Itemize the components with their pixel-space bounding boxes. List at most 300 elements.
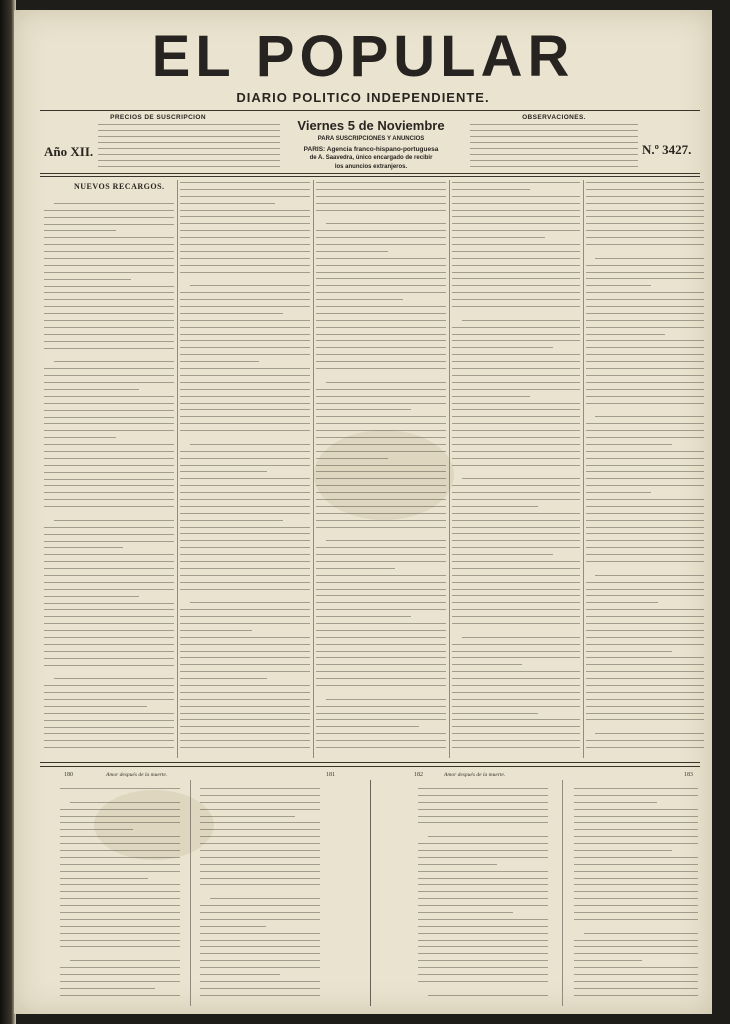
- text-line: [44, 733, 174, 734]
- text-line: [452, 623, 580, 624]
- text-line: [586, 278, 704, 279]
- text-line: [586, 527, 704, 528]
- text-line: [44, 458, 174, 459]
- text-line: [60, 809, 180, 810]
- text-line: [44, 423, 174, 424]
- text-line: [180, 520, 283, 521]
- text-line: [452, 292, 580, 293]
- text-line: [418, 802, 548, 803]
- text-line: [60, 946, 180, 947]
- text-line: [452, 361, 580, 362]
- text-line: [586, 361, 704, 362]
- text-line: [586, 499, 704, 500]
- text-line: [316, 527, 446, 528]
- column-5-text: [586, 182, 704, 754]
- text-line: [60, 988, 155, 989]
- text-line: [452, 230, 580, 231]
- infobar-rule: [40, 173, 700, 174]
- text-line: [316, 334, 446, 335]
- text-line: [574, 884, 698, 885]
- text-line: [180, 726, 310, 727]
- text-line: [180, 554, 310, 555]
- text-line: [452, 216, 580, 217]
- text-line: [180, 499, 310, 500]
- text-line: [180, 347, 310, 348]
- text-line: [586, 685, 704, 686]
- text-line: [316, 589, 446, 590]
- text-line: [44, 396, 174, 397]
- text-line: [44, 251, 174, 252]
- text-line: [180, 416, 310, 417]
- text-line: [452, 382, 580, 383]
- text-line: [316, 609, 446, 610]
- text-line: [180, 320, 310, 321]
- text-line: [316, 561, 446, 562]
- text-line: [180, 423, 310, 424]
- text-line: [316, 692, 446, 693]
- text-line: [586, 299, 704, 300]
- text-line: [180, 396, 310, 397]
- text-line: [418, 878, 548, 879]
- text-line: [452, 368, 580, 369]
- text-line: [44, 341, 174, 342]
- text-line: [452, 678, 580, 679]
- text-line: [452, 251, 580, 252]
- text-line: [316, 340, 446, 341]
- text-line: [418, 940, 548, 941]
- text-line: [316, 451, 446, 452]
- text-line: [586, 251, 704, 252]
- text-line: [180, 403, 310, 404]
- text-line: [586, 657, 704, 658]
- text-line: [586, 747, 704, 748]
- text-line: [586, 595, 704, 596]
- text-line: [316, 630, 446, 631]
- text-line: [200, 995, 320, 996]
- folletin-col-1: [60, 788, 180, 1002]
- text-line: [574, 988, 698, 989]
- text-line: [316, 444, 446, 445]
- text-line: [44, 430, 174, 431]
- text-line: [418, 884, 548, 885]
- text-line: [44, 410, 174, 411]
- text-line: [452, 685, 580, 686]
- text-line: [44, 382, 174, 383]
- text-line: [44, 306, 174, 307]
- text-line: [44, 313, 174, 314]
- text-line: [452, 347, 553, 348]
- observations-heading: OBSERVACIONES.: [522, 114, 586, 121]
- text-line: [452, 657, 580, 658]
- text-line: [200, 953, 320, 954]
- text-line: [452, 223, 580, 224]
- text-line: [574, 891, 698, 892]
- column-4-text: [452, 182, 580, 754]
- text-line: [452, 540, 580, 541]
- text-line: [418, 864, 497, 865]
- text-line: [316, 182, 446, 183]
- text-line: [200, 864, 320, 865]
- text-line: [418, 871, 548, 872]
- text-line: [586, 265, 704, 266]
- text-line: [180, 361, 259, 362]
- text-line: [316, 513, 446, 514]
- text-line: [574, 981, 698, 982]
- text-line: [574, 953, 698, 954]
- newspaper-page: [14, 10, 712, 1014]
- text-line: [574, 919, 698, 920]
- text-line: [452, 589, 580, 590]
- text-line: [586, 396, 704, 397]
- text-line: [316, 568, 395, 569]
- text-line: [60, 940, 180, 941]
- text-line: [44, 747, 174, 748]
- text-line: [452, 616, 580, 617]
- text-line: [60, 933, 180, 934]
- text-line: [180, 616, 310, 617]
- text-line: [316, 533, 446, 534]
- text-line: [316, 409, 411, 410]
- text-line: [200, 974, 280, 975]
- text-line: [452, 409, 580, 410]
- text-line: [180, 465, 310, 466]
- text-line: [316, 230, 446, 231]
- column-2-text: [180, 182, 310, 754]
- text-line: [595, 416, 704, 417]
- text-line: [462, 478, 580, 479]
- text-line: [574, 871, 698, 872]
- text-line: [210, 898, 320, 899]
- text-line: [200, 946, 320, 947]
- text-line: [44, 685, 174, 686]
- text-line: [452, 265, 580, 266]
- text-line: [200, 940, 320, 941]
- text-line: [595, 733, 704, 734]
- text-line: [316, 327, 446, 328]
- column-divider: [583, 180, 584, 758]
- text-line: [180, 409, 310, 410]
- folletin-col-2: [200, 788, 320, 1002]
- text-line: [586, 602, 658, 603]
- text-line: [316, 520, 446, 521]
- text-line: [586, 451, 704, 452]
- text-line: [586, 437, 704, 438]
- text-line: [44, 210, 174, 211]
- text-line: [574, 816, 698, 817]
- text-line: [60, 898, 180, 899]
- text-line: [452, 437, 580, 438]
- text-line: [200, 788, 320, 789]
- folio-page-number: 181: [326, 772, 335, 778]
- text-line: [44, 706, 147, 707]
- text-line: [200, 809, 320, 810]
- text-line: [452, 651, 580, 652]
- text-line: [418, 850, 548, 851]
- text-line: [316, 216, 446, 217]
- text-line: [428, 995, 548, 996]
- text-line: [586, 506, 704, 507]
- text-line: [574, 967, 698, 968]
- text-line: [452, 465, 580, 466]
- text-line: [44, 230, 116, 231]
- masthead-title: EL POPULAR: [151, 24, 575, 89]
- text-line: [452, 726, 580, 727]
- text-line: [44, 244, 174, 245]
- text-line: [586, 465, 704, 466]
- text-line: [574, 857, 698, 858]
- text-line: [44, 534, 174, 535]
- text-line: [586, 547, 704, 548]
- text-line: [418, 905, 548, 906]
- infobar-rule-double: [40, 176, 700, 177]
- text-line: [180, 327, 310, 328]
- text-line: [316, 644, 446, 645]
- text-line: [60, 816, 180, 817]
- text-line: [326, 382, 446, 383]
- text-line: [44, 217, 174, 218]
- text-line: [586, 223, 704, 224]
- text-line: [44, 444, 174, 445]
- text-line: [586, 458, 704, 459]
- text-line: [180, 299, 310, 300]
- text-line: [44, 651, 174, 652]
- page-fold-divider: [370, 780, 371, 1006]
- text-line: [316, 299, 403, 300]
- text-line: [316, 437, 446, 438]
- text-line: [418, 974, 548, 975]
- text-line: [316, 375, 446, 376]
- text-line: [586, 375, 704, 376]
- text-line: [452, 354, 580, 355]
- text-line: [574, 864, 698, 865]
- text-line: [418, 809, 548, 810]
- text-line: [316, 430, 446, 431]
- text-line: [180, 664, 310, 665]
- text-line: [326, 540, 446, 541]
- paris-agency-line: PARIS: Agencia franco-hispano-portuguesa: [303, 146, 439, 153]
- text-line: [316, 685, 446, 686]
- text-line: [418, 988, 548, 989]
- text-line: [452, 602, 580, 603]
- text-line: [428, 836, 548, 837]
- text-line: [586, 382, 704, 383]
- folio-running-title: Amor después de la muerte.: [106, 772, 168, 778]
- text-line: [180, 527, 310, 528]
- text-line: [60, 850, 180, 851]
- text-line: [316, 265, 446, 266]
- text-line: [60, 836, 180, 837]
- text-line: [200, 843, 320, 844]
- text-line: [44, 451, 174, 452]
- issue-date: Viernes 5 de Noviembre: [297, 118, 445, 133]
- text-line: [316, 582, 446, 583]
- text-line: [200, 988, 320, 989]
- text-line: [452, 533, 580, 534]
- text-line: [586, 671, 704, 672]
- column-1-text: [44, 196, 174, 754]
- text-line: [316, 471, 446, 472]
- text-line: [316, 465, 446, 466]
- text-line: [316, 237, 446, 238]
- text-line: [316, 361, 446, 362]
- text-line: [180, 485, 310, 486]
- text-line: [418, 891, 548, 892]
- text-line: [574, 974, 698, 975]
- text-line: [44, 713, 174, 714]
- text-line: [60, 974, 180, 975]
- text-line: [452, 306, 580, 307]
- text-line: [586, 630, 704, 631]
- text-line: [586, 713, 704, 714]
- text-line: [586, 354, 704, 355]
- text-line: [180, 196, 310, 197]
- issue-number: N.º 3427.: [642, 142, 692, 157]
- text-line: [418, 967, 548, 968]
- text-line: [462, 320, 580, 321]
- article-heading: NUEVOS RECARGOS.: [74, 182, 165, 191]
- text-line: [586, 664, 704, 665]
- text-line: [574, 795, 698, 796]
- text-line: [44, 603, 174, 604]
- text-line: [574, 850, 672, 851]
- year-label: Año XII.: [44, 144, 94, 159]
- folio-page-number: 183: [684, 772, 693, 778]
- text-line: [60, 871, 180, 872]
- text-line: [452, 547, 580, 548]
- text-line: [44, 596, 139, 597]
- text-line: [54, 678, 174, 679]
- text-line: [452, 313, 580, 314]
- text-line: [316, 657, 446, 658]
- text-line: [316, 272, 446, 273]
- text-line: [180, 492, 310, 493]
- text-line: [418, 788, 548, 789]
- text-line: [316, 726, 419, 727]
- text-line: [316, 602, 446, 603]
- text-line: [452, 527, 580, 528]
- text-line: [60, 843, 180, 844]
- text-line: [418, 795, 548, 796]
- text-line: [316, 575, 446, 576]
- text-line: [316, 389, 446, 390]
- text-line: [180, 216, 310, 217]
- text-line: [180, 582, 310, 583]
- text-line: [200, 933, 320, 934]
- text-line: [180, 340, 310, 341]
- text-line: [316, 347, 446, 348]
- text-line: [180, 478, 310, 479]
- text-line: [316, 719, 446, 720]
- text-line: [180, 589, 310, 590]
- text-line: [574, 843, 698, 844]
- text-line: [44, 375, 174, 376]
- text-line: [574, 822, 698, 823]
- text-line: [452, 334, 580, 335]
- folio-page-number: 180: [64, 772, 73, 778]
- text-line: [180, 278, 310, 279]
- text-line: [44, 575, 174, 576]
- text-line: [180, 637, 310, 638]
- text-line: [452, 189, 530, 190]
- text-line: [418, 829, 548, 830]
- text-line: [44, 292, 174, 293]
- text-line: [452, 740, 580, 741]
- text-line: [316, 251, 388, 252]
- text-line: [316, 733, 446, 734]
- text-line: [574, 946, 698, 947]
- text-line: [586, 740, 704, 741]
- text-line: [452, 244, 580, 245]
- text-line: [316, 292, 446, 293]
- text-line: [418, 898, 548, 899]
- text-line: [44, 286, 174, 287]
- text-line: [60, 981, 180, 982]
- text-line: [44, 472, 174, 473]
- text-line: [452, 258, 580, 259]
- text-line: [44, 720, 174, 721]
- text-line: [418, 960, 548, 961]
- text-line: [452, 403, 580, 404]
- text-line: [44, 417, 174, 418]
- text-line: [595, 575, 704, 576]
- text-line: [60, 967, 180, 968]
- observations-text: [470, 124, 638, 172]
- text-line: [44, 465, 174, 466]
- text-line: [418, 953, 548, 954]
- text-line: [44, 485, 174, 486]
- text-line: [586, 692, 704, 693]
- text-line: [586, 492, 651, 493]
- text-line: [180, 713, 310, 714]
- text-line: [44, 699, 174, 700]
- text-line: [586, 285, 651, 286]
- text-line: [44, 492, 174, 493]
- text-line: [452, 430, 580, 431]
- text-line: [316, 285, 446, 286]
- text-line: [44, 616, 174, 617]
- folletin-rule-double: [40, 766, 700, 767]
- text-line: [574, 898, 698, 899]
- text-line: [180, 189, 310, 190]
- text-line: [452, 471, 580, 472]
- text-line: [180, 182, 310, 183]
- text-line: [452, 485, 580, 486]
- text-line: [452, 706, 580, 707]
- text-line: [60, 926, 180, 927]
- text-line: [180, 451, 310, 452]
- text-line: [452, 609, 580, 610]
- text-line: [586, 244, 704, 245]
- text-line: [60, 864, 180, 865]
- text-line: [180, 513, 310, 514]
- text-line: [60, 857, 180, 858]
- text-line: [316, 306, 446, 307]
- text-line: [44, 354, 174, 355]
- text-line: [44, 589, 174, 590]
- text-line: [586, 327, 704, 328]
- column-divider: [449, 180, 450, 758]
- text-line: [452, 237, 545, 238]
- text-line: [44, 299, 174, 300]
- text-line: [180, 540, 310, 541]
- text-line: [316, 671, 446, 672]
- text-line: [44, 541, 174, 542]
- text-line: [44, 527, 174, 528]
- text-line: [200, 878, 320, 879]
- paris-agency-line-3: los anuncios extranjeros.: [334, 164, 408, 170]
- text-line: [452, 444, 580, 445]
- column-3-text: [316, 182, 446, 754]
